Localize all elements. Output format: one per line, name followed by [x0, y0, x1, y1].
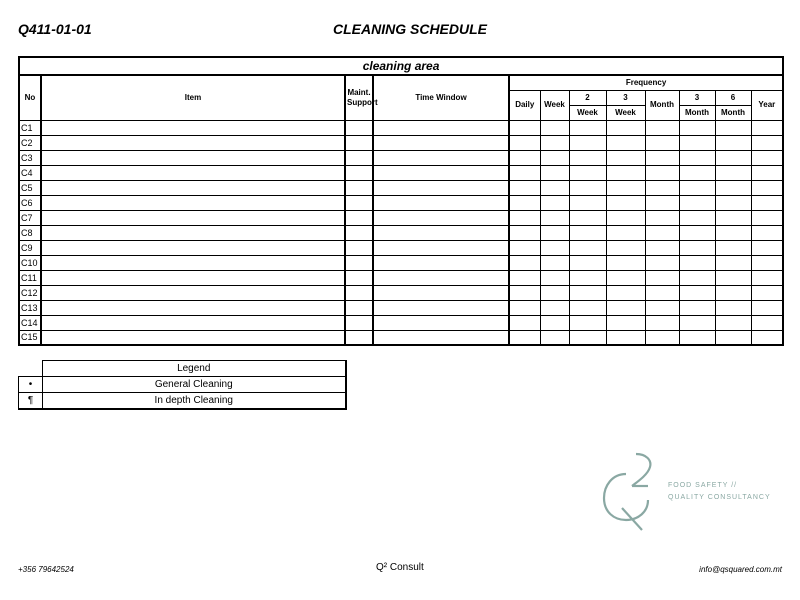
- row-week-cell[interactable]: [540, 150, 569, 165]
- row-year-cell[interactable]: [751, 225, 783, 240]
- row-maint-cell[interactable]: [345, 225, 373, 240]
- row-time-window-cell[interactable]: [373, 285, 509, 300]
- row-6month-cell[interactable]: [715, 285, 751, 300]
- row-time-window-cell[interactable]: [373, 225, 509, 240]
- row-3week-cell[interactable]: [606, 180, 645, 195]
- row-6month-cell[interactable]: [715, 135, 751, 150]
- row-no: C2: [19, 135, 41, 150]
- row-year-cell[interactable]: [751, 300, 783, 315]
- row-time-window-cell[interactable]: [373, 270, 509, 285]
- row-week-cell[interactable]: [540, 315, 569, 330]
- row-maint-cell[interactable]: [345, 330, 373, 345]
- row-3month-cell[interactable]: [679, 255, 715, 270]
- header-frequency: Frequency: [509, 75, 783, 90]
- row-item-cell[interactable]: [41, 285, 345, 300]
- row-daily-cell[interactable]: [509, 180, 540, 195]
- row-no: C9: [19, 240, 41, 255]
- row-maint-cell[interactable]: [345, 255, 373, 270]
- row-daily-cell[interactable]: [509, 195, 540, 210]
- row-6month-cell[interactable]: [715, 270, 751, 285]
- header-year: Year: [751, 90, 783, 120]
- row-3week-cell[interactable]: [606, 210, 645, 225]
- row-month-cell[interactable]: [645, 270, 679, 285]
- row-month-cell[interactable]: [645, 255, 679, 270]
- row-no: C1: [19, 120, 41, 135]
- row-week-cell[interactable]: [540, 135, 569, 150]
- row-3month-cell[interactable]: [679, 150, 715, 165]
- row-maint-cell[interactable]: [345, 180, 373, 195]
- row-month-cell[interactable]: [645, 195, 679, 210]
- schedule-row: [19, 285, 783, 300]
- row-maint-cell[interactable]: [345, 315, 373, 330]
- schedule-row: [19, 240, 783, 255]
- row-6month-cell[interactable]: [715, 165, 751, 180]
- row-month-cell[interactable]: [645, 240, 679, 255]
- row-daily-cell[interactable]: [509, 225, 540, 240]
- legend-label-general: General Cleaning: [43, 377, 346, 393]
- row-time-window-cell[interactable]: [373, 120, 509, 135]
- row-month-cell[interactable]: [645, 210, 679, 225]
- row-time-window-cell[interactable]: [373, 210, 509, 225]
- row-3month-cell[interactable]: [679, 315, 715, 330]
- row-3month-cell[interactable]: [679, 300, 715, 315]
- q-squared-logo: [596, 450, 666, 532]
- row-3week-cell[interactable]: [606, 255, 645, 270]
- row-week-cell[interactable]: [540, 210, 569, 225]
- row-week-cell[interactable]: [540, 195, 569, 210]
- row-year-cell[interactable]: [751, 150, 783, 165]
- header-month: Month: [645, 90, 679, 120]
- row-time-window-cell[interactable]: [373, 255, 509, 270]
- header-daily: Daily: [509, 90, 540, 120]
- row-no: C13: [19, 300, 41, 315]
- row-time-window-cell[interactable]: [373, 240, 509, 255]
- cleaning-area-label: cleaning area: [19, 57, 783, 75]
- row-month-cell[interactable]: [645, 135, 679, 150]
- legend-blank-cell: [19, 361, 43, 377]
- row-year-cell[interactable]: [751, 180, 783, 195]
- row-3week-cell[interactable]: [606, 330, 645, 345]
- row-3month-cell[interactable]: [679, 180, 715, 195]
- row-month-cell[interactable]: [645, 330, 679, 345]
- header-3m: 3: [679, 90, 715, 105]
- tagline-line-1: FOOD SAFETY //: [668, 482, 738, 489]
- header-week: Week: [540, 90, 569, 120]
- schedule-row: [19, 225, 783, 240]
- row-week-cell[interactable]: [540, 180, 569, 195]
- row-daily-cell[interactable]: [509, 240, 540, 255]
- row-6month-cell[interactable]: [715, 180, 751, 195]
- row-6month-cell[interactable]: [715, 195, 751, 210]
- legend-label-in-depth: In depth Cleaning: [43, 393, 346, 409]
- row-item-cell[interactable]: [41, 135, 345, 150]
- row-2week-cell[interactable]: [569, 165, 606, 180]
- row-6month-cell[interactable]: [715, 120, 751, 135]
- logo-tagline: [668, 480, 771, 504]
- row-daily-cell[interactable]: [509, 330, 540, 345]
- footer-company: Q² Consult: [376, 562, 424, 573]
- legend-title: Legend: [43, 361, 346, 377]
- row-year-cell[interactable]: [751, 195, 783, 210]
- schedule-row: [19, 210, 783, 225]
- row-week-cell[interactable]: [540, 255, 569, 270]
- document-title: CLEANING SCHEDULE: [333, 21, 488, 37]
- row-daily-cell[interactable]: [509, 285, 540, 300]
- schedule-row: [19, 300, 783, 315]
- row-2week-cell[interactable]: [569, 270, 606, 285]
- row-6month-cell[interactable]: [715, 255, 751, 270]
- header-3-week: Week: [606, 105, 645, 120]
- row-month-cell[interactable]: [645, 315, 679, 330]
- schedule-row: [19, 330, 783, 345]
- row-year-cell[interactable]: [751, 285, 783, 300]
- row-week-cell[interactable]: [540, 300, 569, 315]
- row-3week-cell[interactable]: [606, 165, 645, 180]
- header-2-week: Week: [569, 105, 606, 120]
- document-code: Q411-01-01: [18, 21, 92, 37]
- row-6month-cell[interactable]: [715, 150, 751, 165]
- row-time-window-cell[interactable]: [373, 180, 509, 195]
- row-no: C4: [19, 165, 41, 180]
- row-3month-cell[interactable]: [679, 225, 715, 240]
- row-2week-cell[interactable]: [569, 135, 606, 150]
- row-2week-cell[interactable]: [569, 330, 606, 345]
- row-item-cell[interactable]: [41, 195, 345, 210]
- header-time-window: Time Window: [373, 75, 509, 120]
- row-year-cell[interactable]: [751, 240, 783, 255]
- row-2week-cell[interactable]: [569, 150, 606, 165]
- row-2week-cell[interactable]: [569, 225, 606, 240]
- row-year-cell[interactable]: [751, 315, 783, 330]
- row-item-cell[interactable]: [41, 150, 345, 165]
- legend-symbol-bullet: •: [19, 377, 43, 393]
- header-2: 2: [569, 90, 606, 105]
- row-no: C15: [19, 330, 41, 345]
- row-maint-cell[interactable]: [345, 165, 373, 180]
- row-week-cell[interactable]: [540, 270, 569, 285]
- row-time-window-cell[interactable]: [373, 300, 509, 315]
- row-3week-cell[interactable]: [606, 285, 645, 300]
- row-month-cell[interactable]: [645, 300, 679, 315]
- schedule-row: [19, 165, 783, 180]
- row-time-window-cell[interactable]: [373, 135, 509, 150]
- row-no: C14: [19, 315, 41, 330]
- row-6month-cell[interactable]: [715, 210, 751, 225]
- row-year-cell[interactable]: [751, 210, 783, 225]
- header-3: 3: [606, 90, 645, 105]
- row-daily-cell[interactable]: [509, 120, 540, 135]
- row-no: C12: [19, 285, 41, 300]
- row-week-cell[interactable]: [540, 285, 569, 300]
- row-no: C11: [19, 270, 41, 285]
- row-year-cell[interactable]: [751, 120, 783, 135]
- row-month-cell[interactable]: [645, 120, 679, 135]
- cleaning-schedule-table: [18, 56, 784, 346]
- row-6month-cell[interactable]: [715, 330, 751, 345]
- row-3week-cell[interactable]: [606, 195, 645, 210]
- row-no: C5: [19, 180, 41, 195]
- row-3month-cell[interactable]: [679, 165, 715, 180]
- row-month-cell[interactable]: [645, 150, 679, 165]
- row-6month-cell[interactable]: [715, 315, 751, 330]
- row-daily-cell[interactable]: [509, 150, 540, 165]
- row-year-cell[interactable]: [751, 255, 783, 270]
- row-item-cell[interactable]: [41, 165, 345, 180]
- row-3week-cell[interactable]: [606, 120, 645, 135]
- row-item-cell[interactable]: [41, 315, 345, 330]
- legend-table: [18, 360, 347, 410]
- row-6month-cell[interactable]: [715, 300, 751, 315]
- row-3month-cell[interactable]: [679, 330, 715, 345]
- row-maint-cell[interactable]: [345, 285, 373, 300]
- row-no: C10: [19, 255, 41, 270]
- row-year-cell[interactable]: [751, 270, 783, 285]
- row-month-cell[interactable]: [645, 180, 679, 195]
- row-week-cell[interactable]: [540, 240, 569, 255]
- row-daily-cell[interactable]: [509, 300, 540, 315]
- row-time-window-cell[interactable]: [373, 315, 509, 330]
- row-time-window-cell[interactable]: [373, 150, 509, 165]
- footer-email: info@qsquared.com.mt: [699, 565, 782, 574]
- row-item-cell[interactable]: [41, 210, 345, 225]
- row-3week-cell[interactable]: [606, 240, 645, 255]
- row-year-cell[interactable]: [751, 330, 783, 345]
- row-2week-cell[interactable]: [569, 195, 606, 210]
- row-2week-cell[interactable]: [569, 315, 606, 330]
- row-daily-cell[interactable]: [509, 135, 540, 150]
- footer-phone: +356 79642524: [18, 565, 74, 574]
- row-6month-cell[interactable]: [715, 225, 751, 240]
- schedule-row: [19, 195, 783, 210]
- header-item: Item: [41, 75, 345, 120]
- row-item-cell[interactable]: [41, 270, 345, 285]
- schedule-row: [19, 135, 783, 150]
- row-item-cell[interactable]: [41, 180, 345, 195]
- row-no: C7: [19, 210, 41, 225]
- row-2week-cell[interactable]: [569, 210, 606, 225]
- row-daily-cell[interactable]: [509, 255, 540, 270]
- row-daily-cell[interactable]: [509, 270, 540, 285]
- row-item-cell[interactable]: [41, 120, 345, 135]
- row-year-cell[interactable]: [751, 165, 783, 180]
- row-maint-cell[interactable]: [345, 150, 373, 165]
- row-2week-cell[interactable]: [569, 255, 606, 270]
- row-2week-cell[interactable]: [569, 240, 606, 255]
- row-week-cell[interactable]: [540, 120, 569, 135]
- row-3month-cell[interactable]: [679, 135, 715, 150]
- row-2week-cell[interactable]: [569, 180, 606, 195]
- header-6-month: Month: [715, 105, 751, 120]
- row-no: C3: [19, 150, 41, 165]
- schedule-rows: [19, 120, 783, 345]
- schedule-row: [19, 150, 783, 165]
- row-3month-cell[interactable]: [679, 195, 715, 210]
- tagline-line-2: QUALITY CONSULTANCY: [668, 494, 771, 501]
- row-3month-cell[interactable]: [679, 210, 715, 225]
- row-no: C6: [19, 195, 41, 210]
- row-time-window-cell[interactable]: [373, 165, 509, 180]
- schedule-row: [19, 255, 783, 270]
- row-3week-cell[interactable]: [606, 135, 645, 150]
- row-item-cell[interactable]: [41, 225, 345, 240]
- row-maint-cell[interactable]: [345, 195, 373, 210]
- row-week-cell[interactable]: [540, 225, 569, 240]
- row-week-cell[interactable]: [540, 165, 569, 180]
- row-time-window-cell[interactable]: [373, 330, 509, 345]
- header-3-month: Month: [679, 105, 715, 120]
- row-2week-cell[interactable]: [569, 285, 606, 300]
- row-3month-cell[interactable]: [679, 120, 715, 135]
- row-maint-cell[interactable]: [345, 300, 373, 315]
- row-month-cell[interactable]: [645, 225, 679, 240]
- row-item-cell[interactable]: [41, 255, 345, 270]
- row-3week-cell[interactable]: [606, 225, 645, 240]
- row-6month-cell[interactable]: [715, 240, 751, 255]
- header-maint-support: Maint. Support: [345, 75, 373, 120]
- row-daily-cell[interactable]: [509, 165, 540, 180]
- row-daily-cell[interactable]: [509, 315, 540, 330]
- row-3week-cell[interactable]: [606, 300, 645, 315]
- row-3month-cell[interactable]: [679, 285, 715, 300]
- row-month-cell[interactable]: [645, 285, 679, 300]
- row-2week-cell[interactable]: [569, 300, 606, 315]
- row-3week-cell[interactable]: [606, 150, 645, 165]
- row-time-window-cell[interactable]: [373, 195, 509, 210]
- row-maint-cell[interactable]: [345, 210, 373, 225]
- row-3week-cell[interactable]: [606, 270, 645, 285]
- schedule-row: [19, 315, 783, 330]
- row-item-cell[interactable]: [41, 330, 345, 345]
- row-maint-cell[interactable]: [345, 120, 373, 135]
- row-maint-cell[interactable]: [345, 270, 373, 285]
- row-3month-cell[interactable]: [679, 270, 715, 285]
- row-no: C8: [19, 225, 41, 240]
- row-3month-cell[interactable]: [679, 240, 715, 255]
- header-no: No: [19, 75, 41, 120]
- row-item-cell[interactable]: [41, 240, 345, 255]
- legend-symbol-pilcrow: ¶: [19, 393, 43, 409]
- row-month-cell[interactable]: [645, 165, 679, 180]
- schedule-row: [19, 270, 783, 285]
- schedule-row: [19, 180, 783, 195]
- row-maint-cell[interactable]: [345, 240, 373, 255]
- row-week-cell[interactable]: [540, 330, 569, 345]
- row-year-cell[interactable]: [751, 135, 783, 150]
- row-2week-cell[interactable]: [569, 120, 606, 135]
- row-daily-cell[interactable]: [509, 210, 540, 225]
- row-3week-cell[interactable]: [606, 315, 645, 330]
- row-maint-cell[interactable]: [345, 135, 373, 150]
- row-item-cell[interactable]: [41, 300, 345, 315]
- header-6m: 6: [715, 90, 751, 105]
- schedule-row: [19, 120, 783, 135]
